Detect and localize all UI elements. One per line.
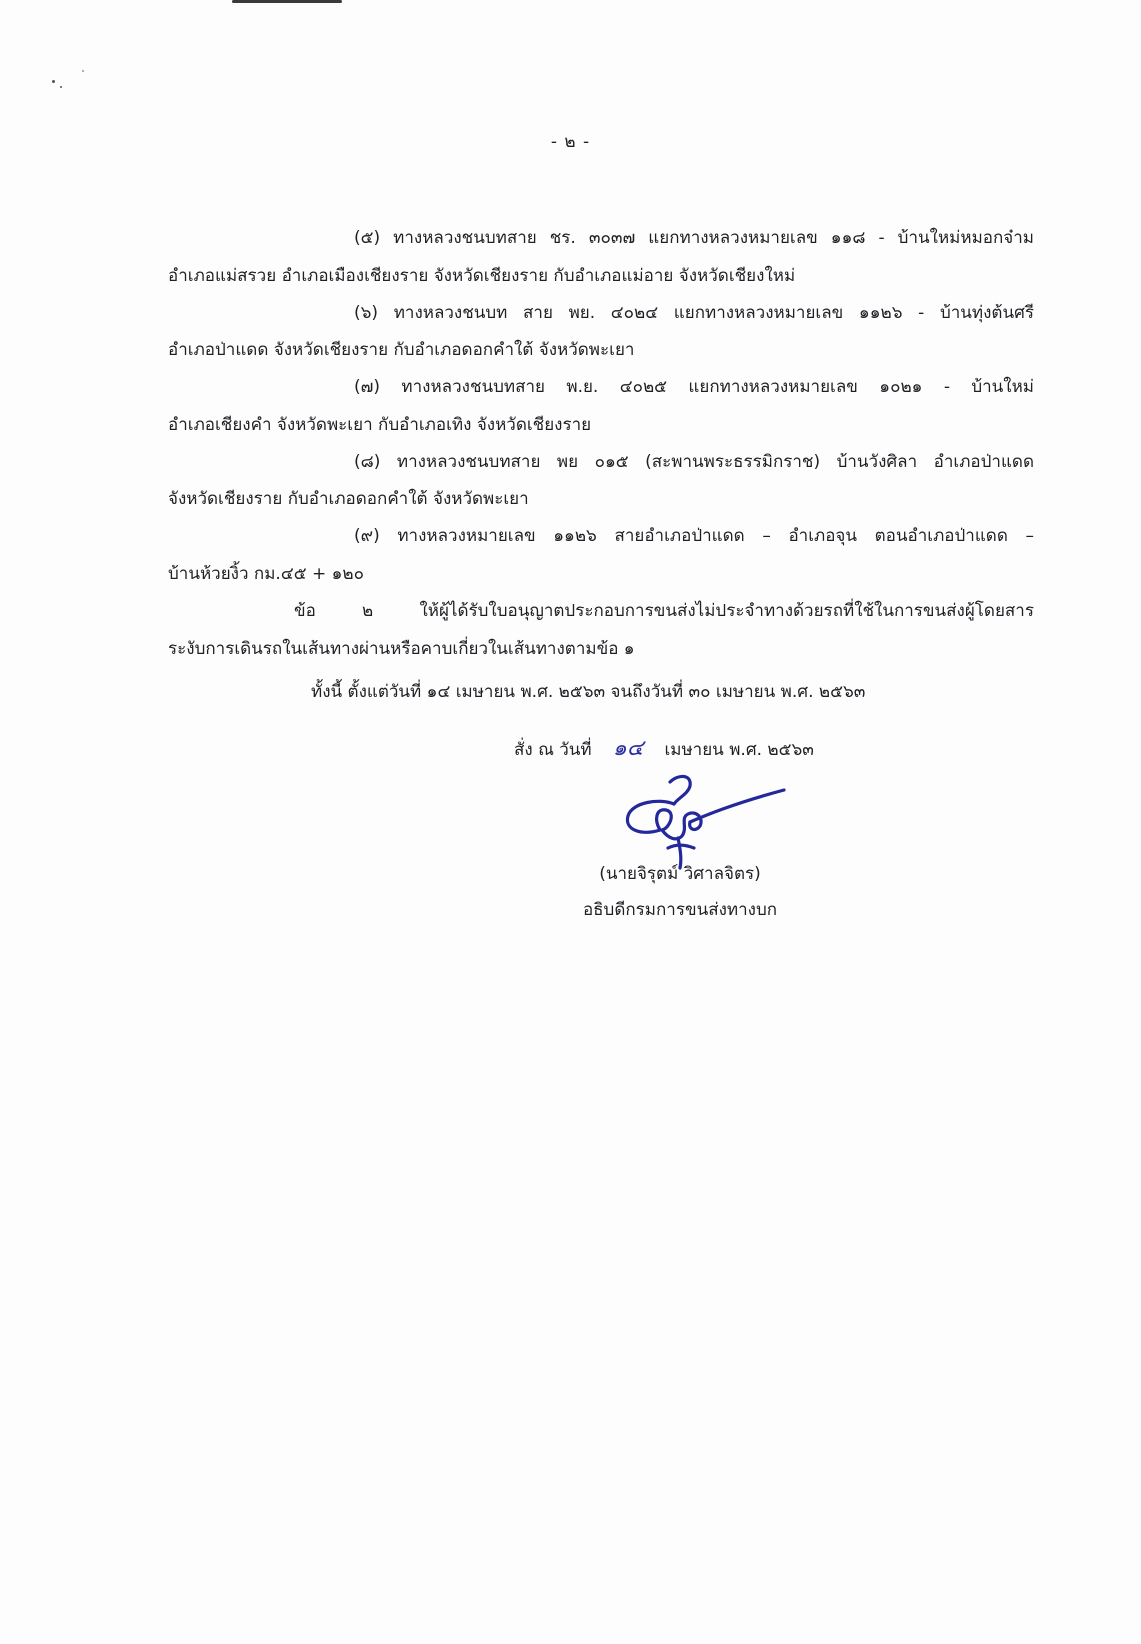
clause-2-line-1: ข้อ ๒ ให้ผู้ได้รับใบอนุญาตประกอบการขนส่งไม่ประจำทางด้วยรถที่ใช้ในการขนส่งผู้โดยสาร xyxy=(294,601,1034,621)
scan-speck xyxy=(60,86,62,88)
clause-2-line-2: ระงับการเดินรถในเส้นทางผ่านหรือคาบเกี่ยวในเส้นทางตามข้อ ๑ xyxy=(168,639,635,659)
item-6-line-1: (๖) ทางหลวงชนบท สาย พย. ๔๐๒๔ แยกทางหลวงหมายเลข ๑๑๒๖ - บ้านทุ่งต้นศรี xyxy=(354,303,1034,323)
item-6-line-2: อำเภอป่าแดด จังหวัดเชียงราย กับอำเภอดอกคำใต้ จังหวัดพะเยา xyxy=(168,340,635,360)
item-5-line-1: (๕) ทางหลวงชนบทสาย ชร. ๓๐๓๗ แยกทางหลวงหมายเลข ๑๑๘ - บ้านใหม่หมอกจ๋าม xyxy=(354,228,1034,248)
item-8-line-1: (๘) ทางหลวงชนบทสาย พย ๐๑๕ (สะพานพระธรรมิกราช) บ้านวังศิลา อำเภอป่าแดด xyxy=(354,452,1034,472)
order-date xyxy=(514,738,814,761)
item-9-line-2: บ้านห้วยงิ้ว กม.๔๕ + ๑๒๐ xyxy=(168,564,364,584)
scan-speck xyxy=(52,80,55,83)
order-date-prefix: สั่ง ณ วันที่ xyxy=(514,740,592,760)
order-date-day: ๑๔ xyxy=(612,736,644,761)
signatory-title: อธิบดีกรมการขนส่งทางบก xyxy=(582,900,778,920)
page-number: - ๒ - xyxy=(550,132,591,152)
item-9-line-1: (๙) ทางหลวงหมายเลข ๑๑๒๖ สายอำเภอป่าแดด – อำเภอจุน ตอนอำเภอป่าแดด – xyxy=(354,526,1034,546)
effective-period: ทั้งนี้ ตั้งแต่วันที่ ๑๔ เมษายน พ.ศ. ๒๕๖๓ จนถึงวันที่ ๓๐ เมษายน พ.ศ. ๒๕๖๓ xyxy=(311,682,866,702)
item-5-line-2: อำเภอแม่สรวย อำเภอเมืองเชียงราย จังหวัดเชียงราย กับอำเภอแม่อาย จังหวัดเชียงใหม่ xyxy=(168,266,796,286)
item-7-line-2: อำเภอเชียงคำ จังหวัดพะเยา กับอำเภอเทิง จังหวัดเชียงราย xyxy=(168,415,592,435)
scan-edge-mark xyxy=(232,0,342,3)
scan-speck xyxy=(82,70,84,72)
item-8-line-2: จังหวัดเชียงราย กับอำเภอดอกคำใต้ จังหวัดพะเยา xyxy=(168,489,529,509)
order-date-suffix: เมษายน พ.ศ. ๒๕๖๓ xyxy=(664,740,814,760)
item-7-line-1: (๗) ทางหลวงชนบทสาย พ.ย. ๔๐๒๕ แยกทางหลวงหมายเลข ๑๐๒๑ - บ้านใหม่ xyxy=(354,377,1034,397)
signatory-name: (นายจิรุตม์ วิศาลจิตร) xyxy=(599,864,761,884)
